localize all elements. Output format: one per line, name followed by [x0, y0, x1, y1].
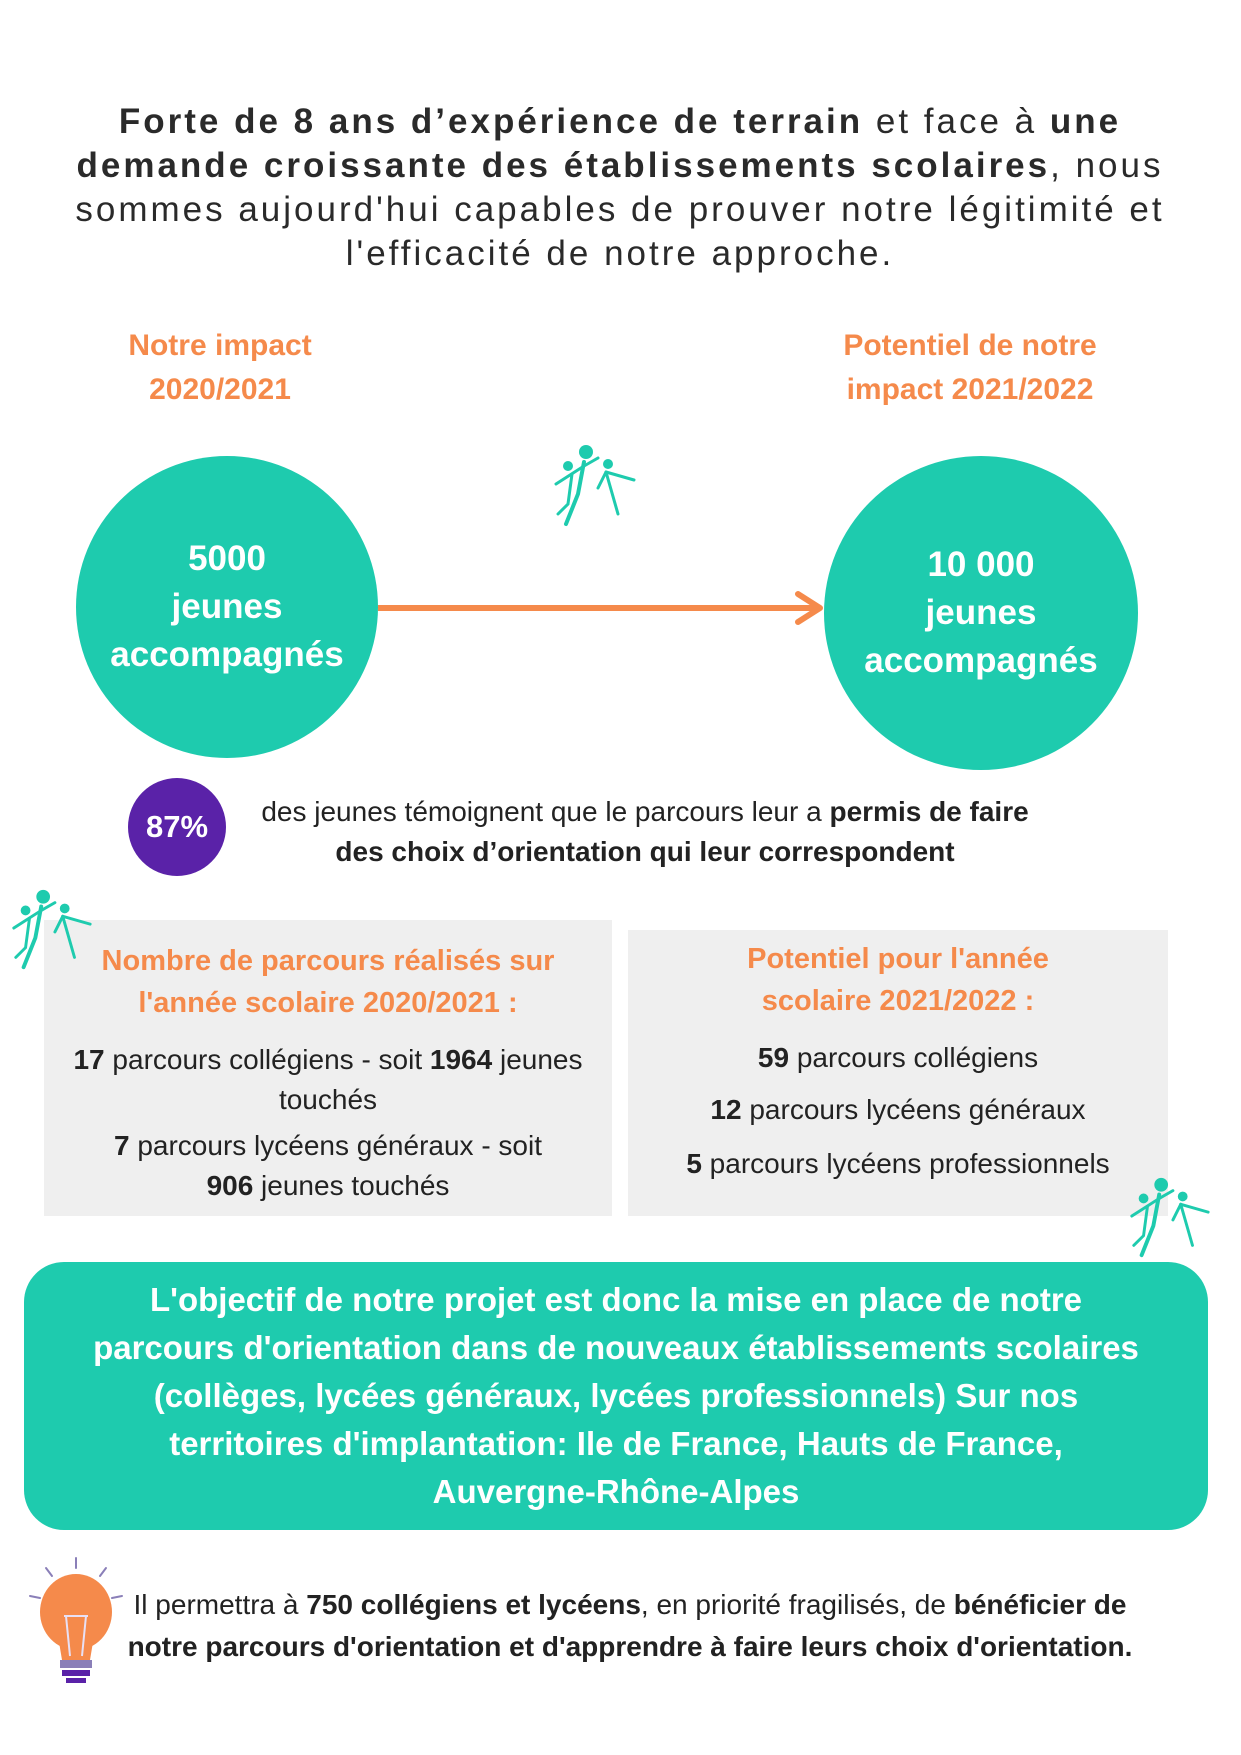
right-item3-num: 5 — [686, 1148, 702, 1179]
lightbulb-icon — [26, 1556, 126, 1686]
impact-next-heading-line1: Potentiel de notre — [843, 329, 1097, 362]
stat-badge: 87% — [128, 778, 226, 876]
left-item1-num2: 1964 — [429, 1044, 493, 1075]
people-figures-icon — [1124, 1176, 1214, 1260]
bottom-plain-1: Il permettra à — [133, 1589, 307, 1620]
impact-now-line3: accompagnés — [110, 635, 344, 674]
people-figures-icon — [548, 444, 640, 528]
left-item1-num: 17 — [73, 1044, 105, 1075]
right-stats-box — [628, 930, 1168, 1216]
right-box-title-line2: scolaire 2021/2022 : — [761, 985, 1035, 1017]
impact-now-circle — [76, 456, 378, 758]
left-stats-box — [44, 920, 612, 1216]
intro-bold-1: Forte de 8 ans d’expérience de terrain — [118, 102, 864, 141]
left-box-title-line1: Nombre de parcours réalisés sur — [101, 945, 555, 977]
left-item2-end: jeunes touchés — [253, 1170, 450, 1201]
left-item2-mid: parcours lycéens généraux - soit — [129, 1130, 542, 1161]
impact-next-heading — [800, 324, 1140, 412]
left-box-item-1 — [44, 1040, 612, 1120]
right-box-item-1 — [628, 1038, 1168, 1078]
impact-now-heading — [80, 324, 360, 412]
stat-text — [250, 792, 1040, 872]
goal-text: L'objectif de notre projet est donc la mise en place de notre parcours d'orientation dans de nouveaux établissements scolaires (collèges, lycées généraux, lycées professionnels) Sur nos territoires d'implantation: Ile de France, Hauts de France, Auvergne-Rhône-Alpes — [93, 1281, 1139, 1510]
bottom-bold-1: 750 collégiens et lycéens — [306, 1589, 641, 1620]
left-box-item-2 — [44, 1126, 612, 1206]
bottom-plain-2: , en priorité fragilisés, de — [640, 1589, 954, 1620]
right-box-item-3 — [628, 1144, 1168, 1184]
left-item2-num: 7 — [113, 1130, 130, 1161]
intro-plain-1: et face à — [863, 102, 1050, 141]
impact-next-value: 10 000 — [927, 545, 1035, 584]
right-item2-text: parcours lycéens généraux — [741, 1094, 1086, 1125]
impact-next-heading-line2: impact 2021/2022 — [846, 373, 1094, 406]
intro-plain-2: , nous sommes aujourd'hui capables de prouver notre légitimité et l'efficacité de notre approche. — [75, 146, 1165, 273]
stat-plain: des jeunes témoignent que le parcours leur a — [261, 796, 830, 827]
bottom-text — [120, 1584, 1140, 1668]
right-item1-num: 59 — [757, 1042, 790, 1073]
left-item1-mid: parcours collégiens - soit — [104, 1044, 430, 1075]
right-item1-text: parcours collégiens — [789, 1042, 1039, 1073]
left-box-title-line2: l'année scolaire 2020/2021 : — [138, 987, 518, 1019]
growth-arrow-icon — [378, 590, 828, 626]
left-item2-num2: 906 — [206, 1170, 254, 1201]
people-figures-icon — [6, 888, 96, 972]
impact-next-line2: jeunes — [925, 593, 1037, 632]
left-box-title — [44, 940, 612, 1024]
intro-bold-2: une demande croissante des établissements scolaires — [76, 102, 1122, 185]
impact-now-value: 5000 — [188, 539, 266, 578]
impact-next-circle — [824, 456, 1138, 770]
left-item1-end: jeunes touchés — [278, 1044, 583, 1115]
impact-now-line2: jeunes — [171, 587, 283, 626]
stat-bold: permis de faire des choix d’orientation qui leur correspondent — [335, 796, 1029, 867]
right-box-item-2 — [628, 1090, 1168, 1130]
impact-next-line3: accompagnés — [864, 641, 1098, 680]
impact-now-heading-line2: 2020/2021 — [149, 373, 291, 406]
bottom-bold-2: bénéficier de notre parcours d'orientation et d'apprendre à faire leurs choix d'orientation. — [127, 1589, 1133, 1662]
intro-paragraph — [40, 100, 1200, 276]
right-item2-num: 12 — [710, 1094, 742, 1125]
goal-box — [24, 1262, 1208, 1530]
impact-now-heading-line1: Notre impact — [128, 329, 312, 362]
right-box-title-line1: Potentiel pour l'année — [747, 943, 1049, 975]
right-item3-text: parcours lycéens professionnels — [701, 1148, 1110, 1179]
right-box-title — [628, 938, 1168, 1022]
